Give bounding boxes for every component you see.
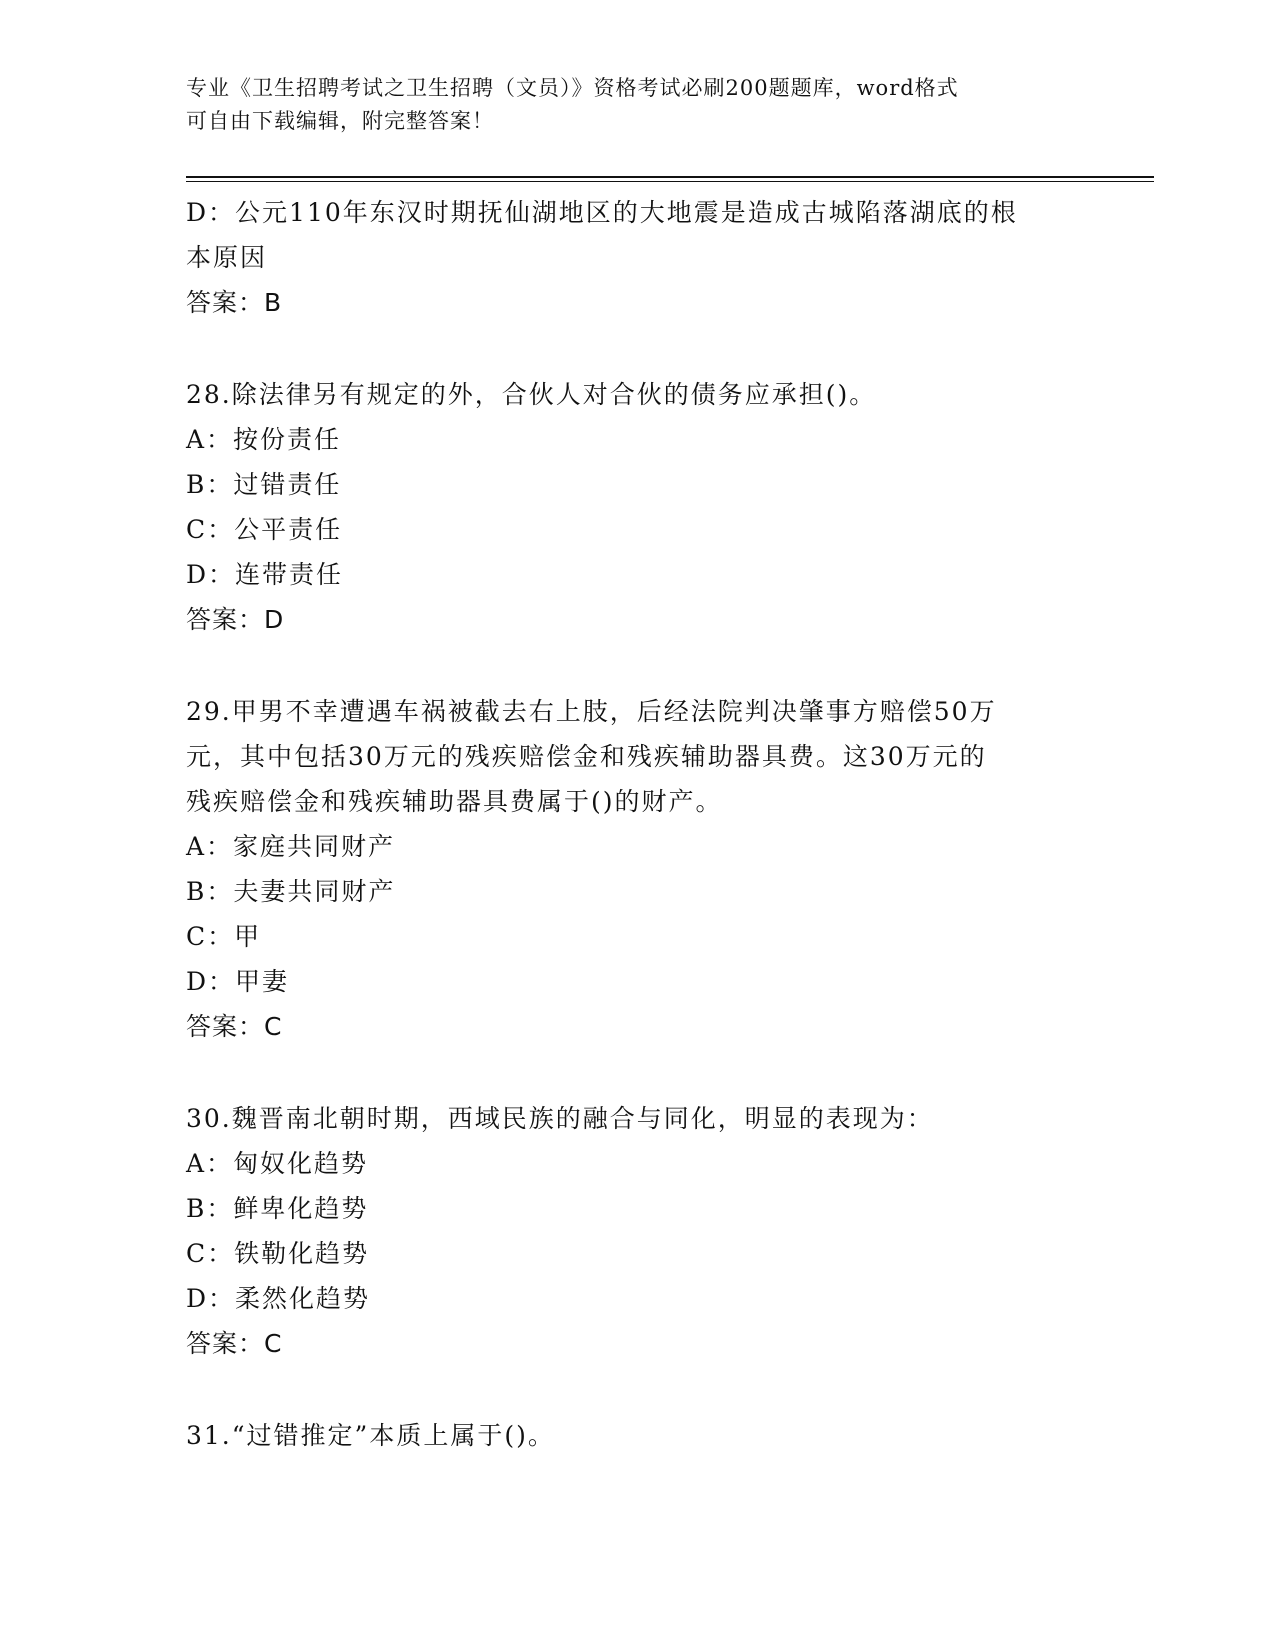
prev-option-d-line-1: D：公元110年东汉时期抚仙湖地区的大地震是造成古城陷落湖底的根 <box>186 198 1018 227</box>
header-divider-thin <box>186 181 1154 182</box>
question-content <box>186 190 1086 1458</box>
question-stem-line-1: 29.甲男不幸遭遇车祸被截去右上肢，后经法院判决肇事方赔偿50万 <box>186 697 997 726</box>
option-c: C：甲 <box>186 922 262 951</box>
question-stem-line-2: 元，其中包括30万元的残疾赔偿金和残疾辅助器具费。这30万元的 <box>186 742 987 771</box>
option-b: B：鲜卑化趋势 <box>186 1194 369 1223</box>
spacer <box>186 1367 1086 1413</box>
option-b: B：夫妻共同财产 <box>186 877 396 906</box>
option-a: A：匈奴化趋势 <box>186 1149 369 1178</box>
option-d: D：柔然化趋势 <box>186 1284 371 1313</box>
question-stem: 30.魏晋南北朝时期，西域民族的融合与同化，明显的表现为： <box>186 1104 934 1133</box>
question-stem: 31.“过错推定”本质上属于()。 <box>186 1421 555 1450</box>
prev-option-d-line-2: 本原因 <box>186 243 268 272</box>
option-d: D：甲妻 <box>186 967 290 996</box>
option-d: D：连带责任 <box>186 560 344 589</box>
question-28 <box>186 372 1086 643</box>
answer: 答案：C <box>186 1012 283 1041</box>
spacer <box>186 326 1086 372</box>
header-line-1: 专业《卫生招聘考试之卫生招聘（文员）》资格考试必刷200题题库，word格式 <box>186 76 959 100</box>
question-29 <box>186 689 1086 1050</box>
answer: 答案：C <box>186 1329 283 1358</box>
header-line-2: 可自由下载编辑，附完整答案！ <box>186 109 494 133</box>
prev-answer: 答案：B <box>186 288 283 317</box>
answer: 答案：D <box>186 605 285 634</box>
spacer <box>186 643 1086 689</box>
option-b: B：过错责任 <box>186 470 342 499</box>
spacer <box>186 1050 1086 1096</box>
question-30 <box>186 1096 1086 1367</box>
option-a: A：家庭共同财产 <box>186 832 396 861</box>
question-stem-line-3: 残疾赔偿金和残疾辅助器具费属于()的财产。 <box>186 787 723 816</box>
document-header <box>186 72 1066 138</box>
question-31 <box>186 1413 1086 1458</box>
question-stem: 28.除法律另有规定的外，合伙人对合伙的债务应承担()。 <box>186 380 877 409</box>
option-a: A：按份责任 <box>186 425 342 454</box>
option-c: C：铁勒化趋势 <box>186 1239 370 1268</box>
header-divider-thick <box>186 176 1154 178</box>
option-c: C：公平责任 <box>186 515 343 544</box>
